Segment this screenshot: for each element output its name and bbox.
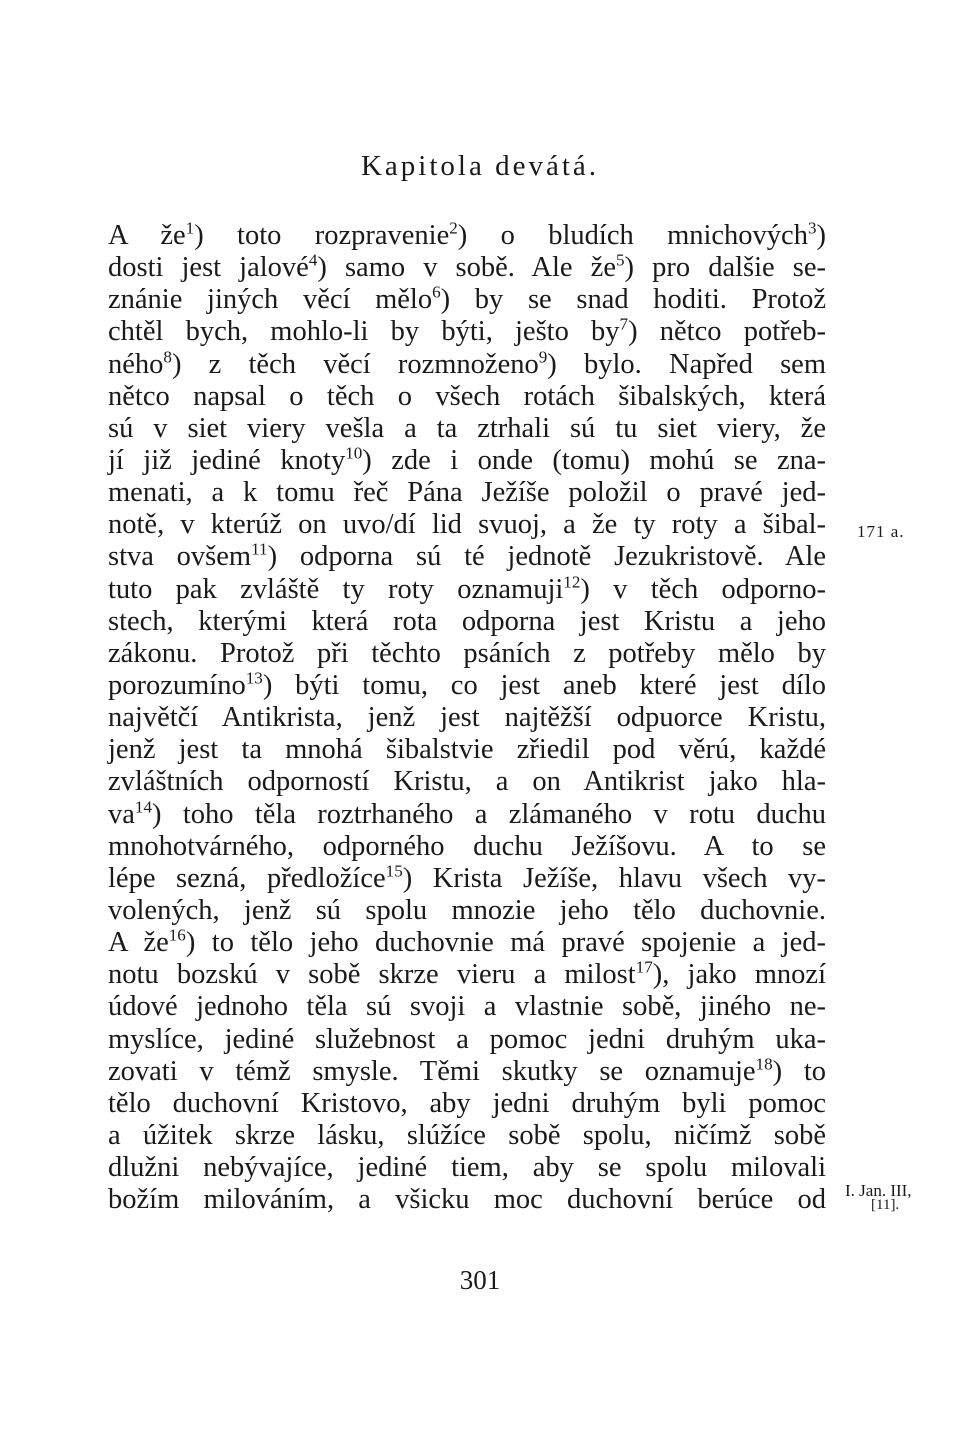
text-segment: ) nětco potřeb-: [628, 316, 826, 348]
text-segment: zovati v témž smysle. Těmi skutky se oznamuje: [108, 1055, 756, 1087]
text-line: [108, 445, 826, 477]
footnote-marker: 16: [168, 925, 186, 945]
text-line: [108, 574, 826, 606]
text-segment: a úžitek skrze lásku, slúžíce sobě spolu, ničímž sobě: [108, 1119, 826, 1151]
margin-note-reference: [845, 1183, 912, 1213]
text-line: [108, 863, 826, 895]
text-segment: božím milováním, a všicku moc duchovní berúce od: [108, 1184, 826, 1216]
text-segment: chtěl bych, mohlo-li by býti, ješto by: [108, 316, 620, 348]
footnote-marker: 15: [385, 861, 403, 881]
footnote-marker: 7: [619, 314, 629, 334]
text-line: [108, 895, 826, 927]
text-segment: zvláštních odporností Kristu, a on Antikrist jako hla-: [108, 766, 826, 798]
text-segment: ) samo v sobě. Ale že: [317, 252, 616, 284]
text-segment: va: [108, 798, 135, 830]
text-segment: myslíce, jediné služebnost a pomoc jedni druhým uka-: [108, 1023, 826, 1055]
text-line: [108, 638, 826, 670]
text-segment: nětco napsal o těch o všech rotách šibalských, která: [108, 380, 826, 412]
text-line: [108, 1120, 826, 1152]
text-segment: ) zde i onde (tomu) mohú se zna-: [362, 444, 826, 476]
text-segment: A že: [108, 927, 169, 959]
text-segment: A že: [108, 220, 186, 251]
text-segment: ) toto rozpravenie: [194, 220, 450, 251]
text-segment: lépe sezná, předložíce: [108, 862, 386, 894]
text-segment: ) by se snad hoditi. Protož: [440, 284, 826, 316]
text-line: [108, 220, 826, 252]
text-line: [108, 927, 826, 959]
text-segment: mnohotvárného, odporného duchu Ježíšovu. A to se: [108, 830, 826, 862]
text-segment: notu bozskú v sobě skrze vieru a milost: [108, 959, 636, 991]
text-line: [108, 413, 826, 445]
text-line: [108, 349, 826, 381]
text-segment: ) toho těla roztrhaného a zlámaného v rotu duchu: [152, 798, 826, 830]
text-line: [108, 702, 826, 734]
text-segment: stech, kterými která rota odporna jest Kristu a jeho: [108, 605, 826, 637]
chapter-title: Kapitola devátá.: [360, 150, 600, 182]
reference-main: I. Jan. III,: [845, 1181, 912, 1200]
text-segment: ) Krista Ježíše, hlavu všech vy-: [402, 862, 826, 894]
text-segment: dlužni nebývajíce, jediné tiem, aby se spolu milovali: [108, 1152, 826, 1184]
reference-sub: [11].: [871, 1197, 900, 1213]
footnote-marker: 11: [251, 539, 268, 559]
body-text: [108, 220, 826, 1216]
footnote-marker: 8: [163, 347, 172, 367]
footnote-marker: 2: [449, 218, 458, 238]
margin-note-folio: 171 a.: [857, 522, 905, 541]
text-line: [108, 831, 826, 863]
footnote-marker: 10: [345, 443, 363, 463]
footnote-marker: 6: [432, 282, 441, 302]
text-line: [108, 606, 826, 638]
text-line: [108, 670, 826, 702]
text-segment: zákonu. Protož při těchto psáních z potřeby mělo by: [108, 637, 826, 669]
text-segment: porozumíno: [108, 669, 246, 701]
text-segment: tělo duchovní Kristovo, aby jedni druhým byli pomoc: [108, 1087, 826, 1119]
text-segment: jí již jediné knoty: [108, 444, 346, 476]
page-number: 301: [459, 1265, 501, 1295]
text-line: [108, 1024, 826, 1056]
text-segment: ) odporna sú té jednotě Jezukristově. Ale: [267, 541, 826, 573]
text-segment: ) to tělo jeho duchovnie má pravé spojenie a jed-: [185, 927, 826, 959]
text-line: [108, 509, 826, 541]
text-line: [108, 252, 826, 284]
text-line: [108, 284, 826, 316]
footnote-marker: 14: [134, 797, 152, 817]
text-segment: menati, a k tomu řeč Pána Ježíše položil o pravé jed-: [108, 477, 826, 509]
footnote-marker: 12: [563, 572, 581, 592]
text-line: [108, 799, 826, 831]
text-segment: notě, v kterúž on uvo/dí lid svuoj, a že ty roty a šibal-: [108, 509, 826, 541]
text-line: [108, 477, 826, 509]
text-line: [108, 734, 826, 766]
text-line: [108, 991, 826, 1023]
text-line: [108, 1056, 826, 1088]
text-segment: ) pro dalšie se-: [624, 252, 826, 284]
footnote-marker: 13: [245, 668, 263, 688]
text-line: [108, 316, 826, 348]
text-segment: ) o bludích mnichových: [457, 220, 808, 251]
text-segment: dosti jest jalové: [108, 252, 309, 284]
footnote-marker: 18: [755, 1054, 773, 1074]
text-segment: tuto pak zvláště ty roty oznamuji: [108, 573, 564, 605]
text-line: [108, 1184, 826, 1216]
text-segment: ): [816, 220, 827, 251]
footnote-marker: 3: [807, 218, 817, 238]
text-segment: údové jednoho těla sú svoji a vlastnie sobě, jiného ne-: [108, 991, 826, 1023]
footnote-marker: 9: [538, 347, 548, 367]
footnote-marker: 17: [635, 957, 653, 977]
text-line: [108, 1088, 826, 1120]
text-segment: volených, jenž sú spolu mnozie jeho tělo duchovnie.: [108, 894, 826, 926]
text-segment: jenž jest ta mnohá šibalstvie zřiedil pod věrú, každé: [108, 734, 826, 766]
text-line: [108, 1152, 826, 1184]
text-segment: ného: [108, 348, 164, 380]
text-line: [108, 766, 826, 798]
footnote-marker: 5: [615, 250, 625, 270]
text-segment: ) v těch odporno-: [580, 573, 826, 605]
text-segment: sú v siet viery vešla a ta ztrhali sú tu siet viery, že: [108, 412, 826, 444]
text-segment: ) býti tomu, co jest aneb které jest dílo: [262, 669, 826, 701]
text-segment: ) z těch věcí rozmnoženo: [171, 348, 539, 380]
text-line: [108, 959, 826, 991]
footnote-marker: 1: [185, 218, 195, 238]
text-segment: stva ovšem: [108, 541, 252, 573]
text-segment: ), jako mnozí: [652, 959, 826, 991]
text-segment: ) to: [772, 1055, 826, 1087]
text-segment: najvětčí Antikrista, jenž jest najtěžší odpuorce Kristu,: [108, 702, 826, 734]
text-line: [108, 381, 826, 413]
footnote-marker: 4: [308, 250, 318, 270]
text-segment: znánie jiných věcí mělo: [108, 284, 433, 316]
text-segment: ) bylo. Napřed sem: [547, 348, 826, 380]
text-line: [108, 541, 826, 573]
